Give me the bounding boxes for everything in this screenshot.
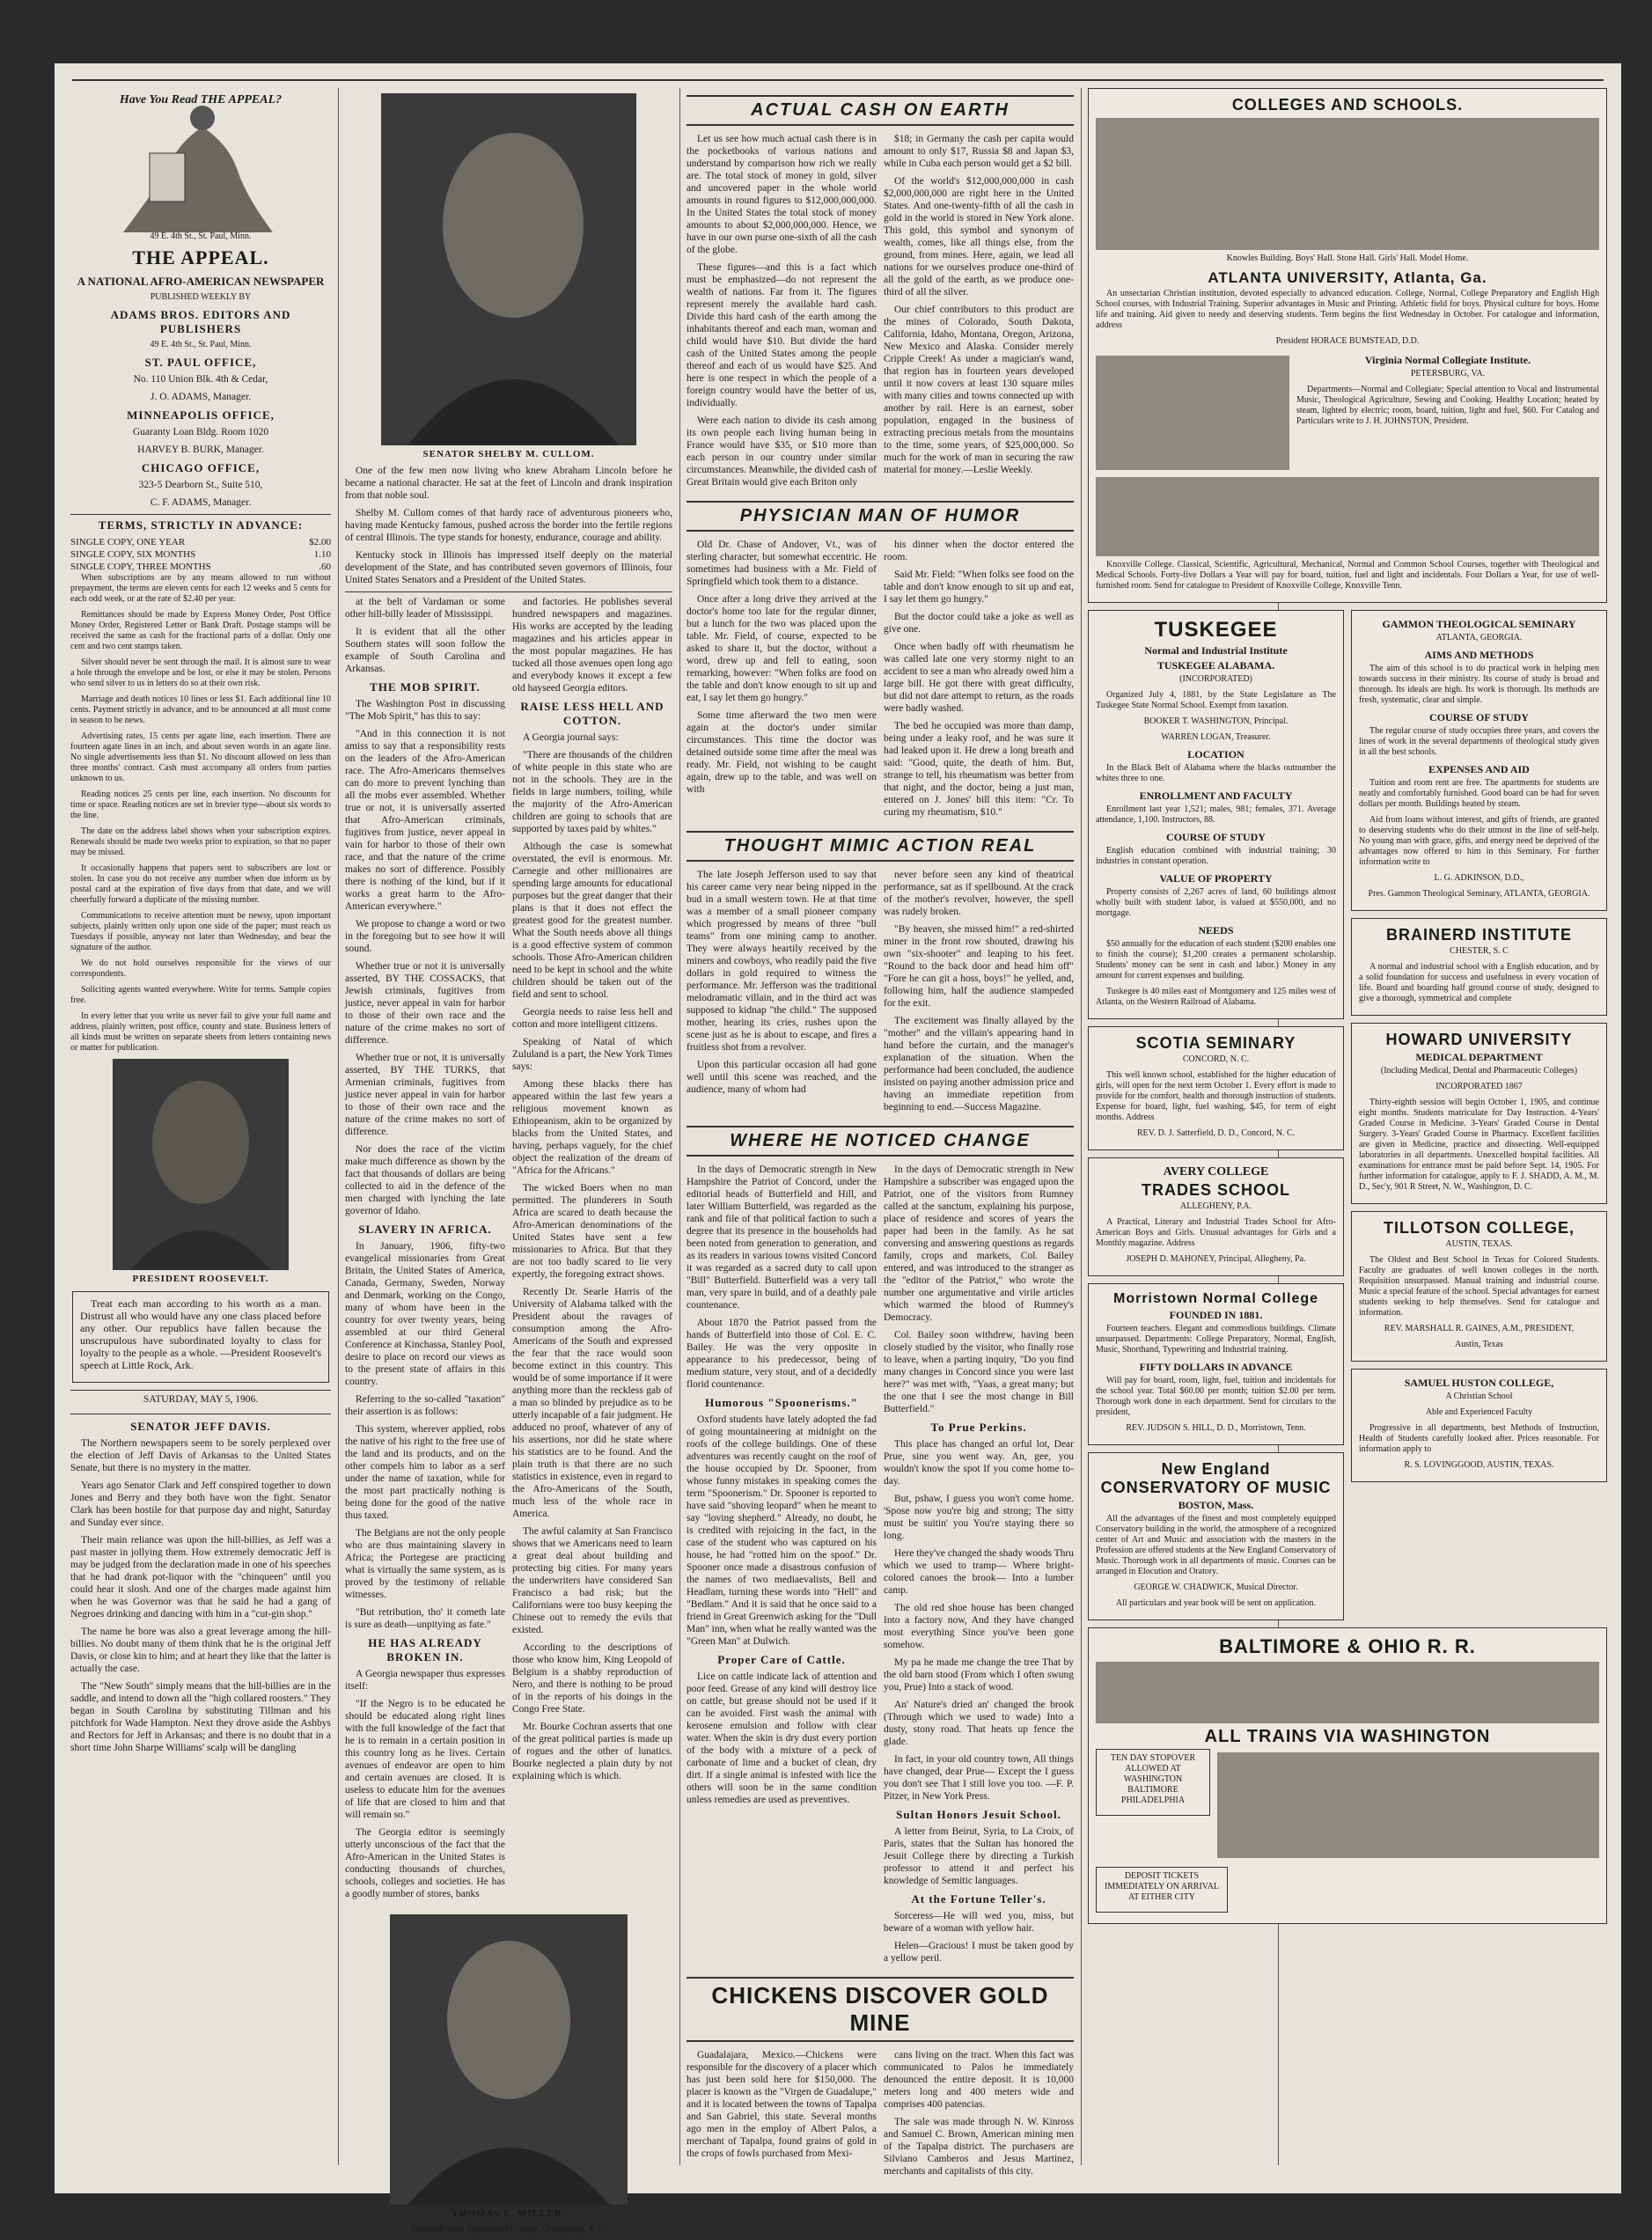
paragraph: "By heaven, she missed him!" a red-shirted miner in the front row shouted, drawing his own "six-shooter" and leaping to his feet. "Round to the back door and head him off" "Fore he can git a hoss, boys!" he yelled, and, following him, half the audience stampeded for the exit.	[884, 924, 1074, 1009]
cash-subcolumns	[686, 133, 1074, 494]
avery-ad	[1088, 1157, 1344, 1276]
travelers-illustration-icon	[1217, 1752, 1599, 1858]
deposit-sign	[1096, 1867, 1228, 1913]
paragraph: his dinner when the doctor entered the room.	[884, 540, 1074, 562]
paragraph: Georgia needs to raise less hell and cotton and more intelligent citizens.	[512, 1007, 672, 1030]
verse: The old red shoe house has been changed Into a factory now, And they have changed most everything Since you've been gone somehow.	[884, 1603, 1074, 1650]
tuskegee-sub: Normal and Industrial Institute	[1144, 644, 1288, 657]
huston-text: Progressive in all departments, best Methods of Instruction, Health of Students carefully looked after. Prices reasonable. For information apply to	[1359, 1423, 1599, 1454]
roosevelt-quote: Treat each man according to his worth as a man. Distrust all who would have any one class placed before any other. Our republics have fallen because the unscrupulous have subordinated loyalty to class for loyalty to the people as a whole. —President Roosevelt's speech at Little Rock, Ark.	[80, 1297, 321, 1371]
huston-ad	[1351, 1369, 1607, 1482]
course-head: COURSE OF STUDY	[1166, 831, 1266, 843]
logo-text: Have You Read THE APPEAL?	[119, 93, 283, 106]
communications-note: Communications to receive attention must be newsy, upon important subjects, plainly written only upon one side of the paper; must reach us Tuesdays if possible, anyway not later than Wednesday, and bear the signature of the author.	[70, 911, 331, 952]
change-headline: WHERE HE NOTICED CHANGE	[686, 1126, 1074, 1157]
scotia-text: This well known school, established for the higher education of girls, will open for the next term October 1. Every effort is made to provide for the comfort, health and thorough instruction of students. Expense for board, light, fuel washing, $45, for term of eight months. Address	[1096, 1070, 1336, 1122]
tillotson-ad	[1351, 1211, 1607, 1362]
paragraph: In the days of Democratic strength in New Hampshire the Patriot of Concord, under the editorial heads of Butterfield and Hill, and later William Butterfield, was regarded as the rank and file of that political faction to such a degree that its presence in the households had been noted from generation to generation, and as its readers in various towns visited Concord it was regarded as a sacred duty to call upon "Bill" Butterfield. Butterfield was a very tall man, very spare in build, and of a deathly pale countenance.	[686, 1164, 877, 1311]
mpls-office-head: MINNEAPOLIS OFFICE,	[127, 408, 275, 422]
atlanta-president: President HORACE BUMSTEAD, D.D.	[1275, 336, 1420, 346]
davis-paragraph: The "New South" simply means that the hill-billies are in the saddle, and intend to down all the "high collared roosters." They began in South Carolina by substituting Tillman and his pitchfork for Wade Hampton. Next they drove aside the Ashbys and Rectors for Jeff in Arkansas; and there is no doubt that in a short time John Sharpe Williams' scalp will be dangling	[70, 1681, 331, 1753]
howard-head: HOWARD UNIVERSITY	[1385, 1031, 1573, 1048]
value-text: Property consists of 2,267 acres of land, 60 buildings almost wholly built with student labor, is valued at $550,000, and no mortgage.	[1096, 887, 1336, 918]
occasion-note: It occasionally happens that papers sent to subscribers are lost or stolen. In case you do not receive any number when due inform us by postal card at the expiration of five days from that date, and we will cheerfully forward a duplicate of the missing number.	[70, 863, 331, 905]
paragraph: The excitement was finally allayed by the "mother" and the villain's appearing hand in hand before the curtain, and the manager's explanation of the situation. When the performance had been concluded, the audience insisted on paying another admission price and having an immediate repetition from beginning to end.—Success Magazine.	[884, 1016, 1074, 1113]
paragraph: In January, 1906, fifty-two evangelical missionaries from Great Britain, the United States of America, Canada, Germany, Sweden, Norway and Denmark, working on the Congo, many of whom have been in the country for over twenty years, being assembled at our third General Conference at Kinchassa, Stanley Pool, desire to place on record our views as to the present state of affairs in this country.	[345, 1241, 505, 1387]
morristown-text: Fourteen teachers. Elegant and commodious buildings. Climate unsurpassed. Departments: College Preparatory, Normal, English, Music, Shorthand, Typewriting and Industrial training.	[1096, 1324, 1336, 1355]
verse: My pa he made me change the tree That by the old barn stood (From which I often swung you, Prue) Into a stack of wood.	[884, 1657, 1074, 1693]
paragraph: $18; in Germany the cash per capita would amount to only $17, Russia $8 and Japan $3, while in Cuba each person would get a $2 bill.	[884, 134, 1074, 169]
column-divider	[338, 88, 339, 2165]
conservatory-director: GEORGE W. CHADWICK, Musical Director.	[1134, 1583, 1298, 1592]
paragraph: Among these blacks there has appeared within the last few years a religious movement known as Ethiopeanism, akin to be organized by blacks from the United States, and having, perhaps vaguely, for the chief object the realization of the dream of "Africa for the Africans."	[512, 1079, 672, 1176]
paragraph: at the belt of Vardaman or some other hill-billy leader of Mississippi.	[345, 597, 505, 620]
reading-note: Reading notices 25 cents per line, each insertion. No discounts for time or space. Reading notices are set in brevier type—about six words to the line.	[70, 790, 331, 820]
tuskegee-location: TUSKEGEE ALABAMA.	[1156, 659, 1275, 672]
gold-subcolumns	[686, 2049, 1074, 2183]
tillotson-text: The Oldest and Best School in Texas for Colored Students. Faculty are graduates of well known colleges in the north. Requisition unsurpassed. Manual training and industrial course. Music a special feature of the school. Special advantages for earnest students seeking to help themselves. Send for catalogue and information.	[1359, 1255, 1599, 1318]
morristown-president: REV. JUDSON S. HILL, D. D., Morristown, Tenn.	[1126, 1423, 1306, 1433]
paragraph: and factories. He publishes several hundred newspapers and magazines. His works are accepted by the leading magazines and his articles appear in the most popular magazines. He has tucked all those avenues open long ago and everybody knows it except a few old hayseed Georgia editors.	[512, 597, 672, 694]
paragraph: cans living on the tract. When this fact was communicated to Palos he immediately denounced the entire deposit. It is 10,000 meters long and 400 meters wide and comprises 400 patencias.	[884, 2050, 1074, 2110]
top-rule	[72, 79, 1604, 81]
portrait-icon	[390, 1914, 628, 2205]
chicago-office-head: CHICAGO OFFICE,	[141, 461, 261, 474]
paragraph: "There are thousands of the children of white people in this state who are not in the schools. They are in the fields in large numbers, toiling, while the majority of the Afro-American children are going to schools that are supported by taxes paid by whites."	[512, 750, 672, 834]
paragraph: The Washington Post in discussing "The Mob Spirit," has this to say:	[345, 699, 505, 722]
gold-headline: CHICKENS DISCOVER GOLD MINE	[686, 1977, 1074, 2042]
paragraph: Sorceress—He will wed you, miss, but beware of a woman with yellow hair.	[884, 1911, 1074, 1934]
location-text: In the Black Belt of Alabama where the blacks outnumber the whites three to one.	[1096, 763, 1336, 783]
huston-sub: A Christian School	[1445, 1392, 1513, 1401]
physician-subcolumns	[686, 539, 1074, 824]
paragraph: About 1870 the Patriot passed from the hands of Butterfield into those of Col. E. C. Bailey. He was the very opposite in appearance to his predecessor, being of medium stature, very stout, and of a decidedly florid countenance.	[686, 1318, 877, 1390]
tuskegee-ad	[1088, 610, 1344, 1019]
paragraph: Once when badly off with rheumatism he was called late one very stormy night to an accident to see a man who already owed him a large bill. He got there with great difficulty, but did not dare attempt to return, as the roads were badly washed.	[884, 642, 1074, 714]
enroll-head: ENROLLMENT AND FACULTY	[1139, 790, 1293, 802]
terms-head: TERMS, STRICTLY IN ADVANCE:	[70, 514, 331, 532]
davis-paragraph: The Northern newspapers seem to be sorely perplexed over the election of Jeff Davis of Arkansas to the United States Senate, but there is no mystery in the matter.	[70, 1438, 331, 1473]
slavery-head: SLAVERY IN AFRICA.	[358, 1223, 492, 1236]
verse: But, pshaw, I guess you won't come home. 'Spose now you're big and strong; The sitty must be suitin' you You're staying there so long.	[884, 1494, 1074, 1541]
morristown-ad	[1088, 1283, 1344, 1445]
date-note: The date on the address label shows when your subscription expires. Renewals should be made two weeks prior to expiration, so that no paper may be missed.	[70, 826, 331, 857]
paragraph: The Belgians are not the only people who are thus maintaining slavery in Africa; the Portegese are practicing what is virtually the same system, as is proved by the testimony of reliable witnesses.	[345, 1528, 505, 1600]
newspaper-page	[55, 63, 1621, 2234]
stpaul-office-mgr: J. O. ADAMS, Manager.	[150, 392, 252, 402]
davis-paragraph: Years ago Senator Clark and Jeff conspired together to down Jones and Berry and they both have won the fight. Senator Clark has been hostile for that purpose day and night, Saturday and Sunday ever since.	[70, 1480, 331, 1528]
verse: Here they've changed the shady woods Thru which we used to tramp— Where bright-colored canoes the brook— Into a lumber camp.	[884, 1548, 1074, 1596]
paragraph: In the days of Democratic strength in New Hampshire a subscriber was engaged upon the Patriot, one of the visitors from Rumney called at the sanctum, explaining his purpose, place of residence and scores of years the paper had been in the family. As he sat conversing and answering questions as regards family, crops and markets, Col. Bailey entered, and was introduced to the stranger as the "editor of the Patriot," who wrote the number one argumentative and virile articles which warmed the blood of Rumney's Democracy.	[884, 1164, 1074, 1323]
miller-caption: THOMAS E. MILLER.	[452, 2208, 566, 2219]
building-labels: Knowles Building. Boys' Hall. Stone Hall. Girls' Hall. Model Home.	[1226, 253, 1469, 263]
mimic-headline: THOUGHT MIMIC ACTION REAL	[686, 831, 1074, 862]
paragraph: Mr. Bourke Cochran asserts that one of the great political parties is made up of rogues and the other of lunatics. Bourke neglected a plain duty by not explaining which is which.	[512, 1722, 672, 1781]
paragraph: A letter from Beirut, Syria, to La Croix, of Paris, states that the Sultan has honored the Jesuit College there by directing a Turkish professor to attend it and perfect his knowledge of Semitic languages.	[884, 1826, 1074, 1886]
issue-date: SATURDAY, MAY 5, 1906.	[143, 1394, 259, 1405]
huston-sub2: Able and Experienced Faculty	[1425, 1407, 1533, 1417]
paragraph: Oxford students have lately adopted the fad of going mountaineering at midnight on the roofs of the college buildings. One of these adventures was recently caught on the roof of the house occupied by Dr. Spooner, from whose funny mistakes in speaking comes the term "Spoonerism." Dr. Spooner is reported to have said "shoving leopard" when he meant to say "loving shepherd." Already, no doubt, he is credited with rejoicing in the fact, in the case of the student who was captured on his house, he had "rotted him on the spoof." Dr. Spooner once made a disastrous confusion of the names of two mediaevalists, Bell and Headlam, turning these words into "Hell" and "Bedlam." And it is said that he once said to a friend in Great Greenwich asking for the "Dull Man" inn, when what he really wanted was the "Green Man" at Dulwich.	[686, 1414, 877, 1647]
enroll-text: Enrollment last year 1,521; males, 981; females, 371. Average attendance, 1,100. Instructors, 88.	[1096, 804, 1336, 825]
virginia-building-icon	[1096, 356, 1289, 470]
virginia-head: Virginia Normal Collegiate Institute.	[1364, 354, 1531, 366]
tuskegee-principal: BOOKER T. WASHINGTON, Principal.	[1143, 716, 1289, 726]
tillotson-head: TILLOTSON COLLEGE,	[1384, 1219, 1575, 1237]
logo-address: 49 E. 4th St., St. Paul, Minn.	[150, 231, 252, 241]
colleges-ad	[1088, 88, 1607, 603]
knoxville-illustration-icon	[1096, 477, 1599, 556]
railroad-map-icon	[1096, 1662, 1599, 1723]
bo-trains: ALL TRAINS VIA WASHINGTON	[1204, 1727, 1491, 1746]
editorial-column	[345, 88, 672, 2240]
avery-sub: TRADES SCHOOL	[1141, 1181, 1290, 1199]
paragraph: "And in this connection it is not amiss to say that a responsibility rests on the leaders of the Afro-American race. The Afro-Americans themselves can do more to prevent lynching than all the mobs ever assembled. Whether true or not, it is universally asserted that Afro-American criminals, fugitives from justice, never appeal in vain for harbor to those of their own race, and that the nature of the crime makes no sort of difference. Possibly there is nothing of the kind, but if it works a great harm to the Afro-American everywhere."	[345, 729, 505, 912]
gammon-text4: Aid from loans without interest, and gifts of friends, are granted to deserving students who do their utmost in the line of self-help. No young man with grace, gifts, and energy need be deprived of the advantages now offered to him in this Seminary. For further information write to	[1359, 815, 1599, 867]
stpaul-office-addr: No. 110 Union Blk. 4th & Cedar,	[133, 374, 268, 385]
roosevelt-portrait	[113, 1059, 289, 1270]
logo-illustration-icon	[97, 92, 305, 241]
subcolumn-left	[345, 596, 505, 1906]
conservatory-text: All the advantages of the finest and most completely equipped Conservatory building in the world, the atmosphere of a recognized center of Art and Music and association with the masters in the Profession are offered students at the New England Conservatory of Music. Thorough work in all departments of music. Courses can be arranged in Elocution and Oratory.	[1096, 1514, 1336, 1576]
paragraph: never before seen any kind of theatrical performance, sat as if spellbound. At the crack of the mother's revolver, however, the spell was rudely broken.	[884, 870, 1074, 917]
davis-paragraph: The name he bore was also a great leverage among the hill-billies. No doubt many of them think that he is the original Jeff Davis, or close kin to him; and at heart they like that the latter is actually the case.	[70, 1627, 331, 1674]
spoon-head: Humorous "Spoonerisms."	[705, 1396, 858, 1409]
responsibility-note: We do not hold ourselves responsible for the views of our correspondents.	[70, 958, 331, 979]
tuskegee-inc: (INCORPORATED)	[1179, 674, 1252, 684]
table-row: SINGLE COPY, THREE MONTHS .60	[70, 562, 331, 572]
bo-deposit: DEPOSIT TICKETS IMMEDIATELY ON ARRIVAL AT EITHER CITY	[1104, 1871, 1220, 1902]
hell-head: RAISE LESS HELL AND COTTON.	[520, 700, 664, 727]
tuskegee-footer: Tuskegee is 40 miles east of Montgomery and 125 miles west of Atlanta, on the Western Railroad of Alabama.	[1096, 987, 1336, 1007]
letters-note: In every letter that you write us never fail to give your full name and address, plainly written, post office, county and state. Business letters of all kinds must be written on separate sheets from letters containing news or matter for publication.	[70, 1011, 331, 1053]
howard-sub: MEDICAL DEPARTMENT	[1415, 1051, 1543, 1063]
miller-portrait	[390, 1914, 628, 2205]
gammon-text3: Tuition and room rent are free. The apartments for students are neatly and comfortably furnished. Good board can be had for seven dollars per month. Buildings heated by steam.	[1359, 778, 1599, 809]
verse: In fact, in your old country town, All things have changed, dear Prue— Except the I guess you don't see That I still love you too. —F. P. Pitzer, in New York Press.	[884, 1754, 1074, 1802]
gammon-president: L. G. ADKINSON, D.D.,	[1434, 873, 1524, 883]
change-subcolumns	[686, 1164, 1074, 1970]
bo-head: BALTIMORE & OHIO R. R.	[1219, 1635, 1476, 1657]
masthead-column	[70, 88, 331, 1759]
advertising-note: Advertising rates, 15 cents per agate line, each insertion. There are fourteen agate lines in an inch, and about seven words in an agate line. No single advertisements less than $1. No discount allowed on less than three months' contract. Cash must accompany all orders from parties unknown to us.	[70, 731, 331, 783]
paragraph: Of the world's $12,000,000,000 in cash $2,000,000,000 are right here in the United States. And one-twenty-fifth of all the cash in gold in the world is stored in New York alone. This gold, this symbol and synonym of wealth, comes, like all things else, from the ground, from mines. Here, again, we lead all nations for we ourselves produce one-third of all the gold of the earth, as we produce one-third of all the silver.	[884, 176, 1074, 297]
tuskegee-treasurer: WARREN LOGAN, Treasurer.	[1161, 732, 1271, 742]
dateline	[70, 1390, 331, 1414]
cullom-paragraph: Kentucky stock in Illinois has impressed itself deeply on the material development of the State, and has contributed seven governors of Illinois, four United States Senators and a President of the United States.	[345, 550, 672, 585]
paragraph: Once after a long drive they arrived at the doctor's home too late for the regular dinner, but a lunch for the two was placed upon the table. Mr. Field, of course, expected to be asked to share it, but the doctor, without a word, drew up and fell to eating, soon remarking, however: "When folks are food on the table and don't know enough to sit up and eat, I say let them go hungry."	[686, 594, 877, 703]
paragraph: This system, wherever applied, robs the native of his right to the free use of the land and its products, and on the other compels him to labor as a serf under the name of taxation, while for the most part practically nothing is being done for the good of the native thus taxed.	[345, 1424, 505, 1521]
cullom-caption: SENATOR SHELBY M. CULLOM.	[422, 449, 595, 459]
paragraph: A Georgia journal says:	[523, 732, 619, 743]
cattle-head: Proper Care of Cattle.	[717, 1653, 846, 1666]
marriage-note: Marriage and death notices 10 lines or less $1. Each additional line 10 cents. Payment strictly in advance, and to be announced at all must come in season to be news.	[70, 694, 331, 725]
physician-headline: PHYSICIAN MAN OF HUMOR	[686, 501, 1074, 532]
cullom-paragraph: One of the few men now living who knew Abraham Lincoln before he became a national character. He sat at the feet of Lincoln and drank inspiration from that noble soul.	[345, 466, 672, 501]
paragraph: But the doctor could take a joke as well as give one.	[884, 612, 1074, 635]
news-column	[686, 88, 1074, 2183]
brainerd-location: CHESTER, S. C	[1450, 946, 1509, 956]
publishers: ADAMS BROS. EDITORS AND PUBLISHERS	[110, 308, 291, 335]
howard-inc: INCORPORATED 1867	[1435, 1082, 1523, 1091]
howard-sub2: (Including Medical, Dental and Pharmaceutic Colleges)	[1380, 1066, 1578, 1076]
paragraph: A Georgia newspaper thus expresses itself:	[345, 1669, 505, 1692]
cullom-paragraph: Shelby M. Cullom comes of that hardy race of adventurous pioneers who, having made Kentucky famous, pushed across the border into the fertile regions of central Illinois. The type stands for honesty, endurance, courage and ability.	[345, 508, 672, 543]
atlanta-text: An unsectarian Christian institution, devoted especially to advanced education. College, Normal, College Preparatory and English High School courses, with Industrial Training. Superior advantages in Music and Printing. Athletic field for boys. Physical culture for boys. Home life and training. Aid given to needy and deserving students. Term begins the first Wednesday in October. For catalogue and information, address	[1096, 289, 1599, 330]
paragraph: Old Dr. Chase of Andover, Vt., was of sterling character, but somewhat eccentric. He sometimes had business with a Mr. Field of Springfield which took them to a distance.	[686, 540, 877, 587]
paragraph: Lice on cattle indicate lack of attention and poor feed. Grease of any kind will destroy lice on cattle, but grease should not be used if it can be avoided. First wash the animal with kerosene emulsion and follow with clear water. When the skin is dry dust every portion of the body with a mixture of a peck of carbonate of lime and a bucket of clean, dry dirt. If a single animal is infested with lice the others will soon be in the same condition unless remedies are used as preventives.	[686, 1671, 877, 1805]
davis-head: SENATOR JEFF DAVIS.	[130, 1420, 271, 1433]
paragraph: It is evident that all the other Southern states will soon follow the example of South Carolina and Arkansas.	[345, 627, 505, 674]
paragraph: According to the descriptions of those who know him, King Leopold of Belgium is a shabby reproduction of Nero, and there is nothing to be proud of in the reports of his doings in the Congo Free State.	[512, 1642, 672, 1715]
gammon-text2: The regular course of study occupies three years, and covers the lines of work in the several departments of theological study given in all the best schools.	[1359, 726, 1599, 757]
tillotson-president: REV. MARSHALL R. GAINES, A.M., PRESIDENT,	[1384, 1324, 1575, 1333]
paragraph: The Georgia editor is seemingly utterly unconscious of the fact that the Afro-American in the United States is conducting thousands of churches, schools, colleges and societies. He has a goodly number of stores, banks	[345, 1827, 505, 1899]
baltimore-ohio-ad	[1088, 1627, 1607, 1924]
morristown-text2: Will pay for board, room, light, fuel, tuition and incidentals for the school year. Total $60.00 per month; tuition $2.00 per term. Thorough work done in each department. Send for circulars to the president,	[1096, 1376, 1336, 1417]
teller-head: At the Fortune Teller's.	[911, 1892, 1046, 1906]
paragraph: Were each nation to divide its cash among its own people each living human being in France would have $35, or $10 more than each person in our country under similar circumstances. Meanwhile, the divided cash of Great Britain would give each Briton only	[686, 415, 877, 488]
portrait-icon	[113, 1059, 289, 1270]
scotia-ad	[1088, 1026, 1344, 1150]
scotia-head: SCOTIA SEMINARY	[1135, 1034, 1296, 1052]
gammon-course: COURSE OF STUDY	[1429, 711, 1529, 723]
paragraph: Speaking of Natal of which Zululand is a part, the New York Times says:	[512, 1037, 672, 1072]
morristown-head: Morristown Normal College	[1112, 1291, 1319, 1306]
bo-stopover: TEN DAY STOPOVER ALLOWED AT WASHINGTON BALTIMORE PHILADELPHIA	[1110, 1753, 1196, 1805]
campus-illustration-icon	[1096, 118, 1599, 250]
miller-subcaption: President State Agricultural College, Orangeburg, S. C.	[411, 2224, 606, 2234]
editorial-subcolumns	[345, 591, 672, 1906]
paragraph: The sale was made through N. W. Kinross and Samuel C. Brown, American mining men of the Tapalpa district. The purchasers are Silviano Camberos and Jesus Martinez, merchants and capitalists of this city.	[884, 2117, 1074, 2177]
gammon-aims: AIMS AND METHODS	[1424, 649, 1534, 661]
verse: This place has changed an orful lot, Dear Prue, sine you went way. An, gee, you wouldn't know the spot If you come home to-day.	[884, 1439, 1074, 1487]
subcolumn-right	[512, 596, 672, 1906]
published-line: PUBLISHED WEEKLY BY	[150, 292, 252, 302]
colleges-head: COLLEGES AND SCHOOLS.	[1231, 96, 1464, 114]
conservatory-location: BOSTON, Mass.	[1178, 1499, 1254, 1511]
tillotson-location: AUSTIN, TEXAS.	[1445, 1239, 1513, 1249]
table-row: SINGLE COPY, SIX MONTHS 1.10	[70, 549, 331, 560]
paragraph: "If the Negro is to be educated he should be educated along right lines with the full knowledge of the fact that he is to remain in a certain position in this country long as he lives. Certain avenues of endeavor are open to him and certain avenues are closed. It is useless to educate him for the avenues of life that are closed to him and that will remain so."	[345, 1699, 505, 1820]
gammon-text: The aim of this school is to do practical work in helping men towards success in their ministry. Its course of study is broad and thorough. Its ideals are high. Its work is thorough. Its methods are fresh, systematic, clear and simple.	[1359, 664, 1599, 705]
mpls-office-mgr: HARVEY B. BURK, Manager.	[137, 444, 264, 455]
paragraph: Let us see how much actual cash there is in the pocketbooks of various nations and understand by comparison how rich we really are. The total stock of money in gold, silver and uncovered paper in the whole world amounts in round figures to $12,000,000,000. In the United States the total stock of money amounts to about $2,000,000,000. Hence, we have in our own purse one-sixth of all the cash of the globe.	[686, 134, 877, 255]
brainerd-head: BRAINERD INSTITUTE	[1386, 926, 1572, 944]
gammon-expenses: EXPENSES AND AID	[1428, 763, 1530, 775]
appeal-logo	[97, 92, 305, 241]
paragraph: The awful calamity at San Francisco shows that we Americans need to learn a great deal about building and protecting big cities. For many years the underwriters have considered San Francisco a bad risk; but the Californians were too busy keeping the Chinese out to remedy the evils that existed.	[512, 1526, 672, 1635]
paragraph: Whether true or not, it is universally asserted, BY THE TURKS, that Armenian criminals, fugitives from justice never appeal in vain for harbor to those of their own race and the nature of the crime makes no sort of difference.	[345, 1053, 505, 1137]
paragraph: Guadalajara, Mexico.—Chickens were responsible for the discovery of a placer which has just been sold here for $150,000. The placer is known as the "Virgen de Guadalupe," and it is located between the towns of Tapalpa and San Gabriel, this state. Several months ago men in the employ of Albert Palos, a merchant of Tapalpa, found grains of gold in the crops of fowls purchased from Mexi-	[686, 2050, 877, 2159]
portrait-icon	[381, 93, 636, 445]
atlanta-head: ATLANTA UNIVERSITY, Atlanta, Ga.	[1208, 269, 1487, 286]
paragraph: The wicked Boers when no man permitted. The plunderers in South Africa are scared to death because the Afro-American denominations of the United States have sent a few missionaries to Africa. But that they are not too badly scared to lie very expertly, the foregoing extract shows.	[512, 1183, 672, 1280]
table-row: SINGLE COPY, ONE YEAR $2.00	[70, 537, 331, 547]
brainerd-ad	[1351, 918, 1607, 1016]
howard-ad	[1351, 1023, 1607, 1204]
paragraph: Upon this particular occasion all had gone well until this scene was reached, and the audience, many of whom had	[686, 1060, 877, 1095]
virginia-location: PETERSBURG, VA.	[1410, 369, 1486, 378]
sultan-head: Sultan Honors Jesuit School.	[896, 1808, 1061, 1821]
broken-head: HE HAS ALREADY BROKEN IN.	[368, 1636, 482, 1663]
agents-note: Soliciting agents wanted everywhere. Write for terms. Sample copies free.	[70, 985, 331, 1005]
avery-text: A Practical, Literary and Industrial Trades School for Afro-American Boys and Girls. Unusual advantages for Girls and a Monthly magazine. Address	[1096, 1217, 1336, 1248]
location-head: LOCATION	[1187, 748, 1245, 760]
conservatory-footer: All particulars and year book will be sent on application.	[1115, 1598, 1317, 1608]
publisher-address: 49 E. 4th St., St. Paul, Minn.	[150, 340, 252, 349]
paragraph: Col. Bailey soon withdrew, having been closely studied by the visitor, who finally rose to leave, when a parting inquiry, "Do you find many changes in Concord since you were last here?" was met with, "Yaas, a great many; but the one that I see the most change in Bill Butterfield."	[884, 1330, 1074, 1414]
mimic-subcolumns	[686, 869, 1074, 1119]
tuskegee-org: Organized July 4, 1881, by the State Legislature as The Tuskegee State Normal School. Exempt from taxation.	[1096, 690, 1336, 710]
chicago-office-addr: 323-5 Dearborn St., Suite 510,	[138, 480, 263, 490]
chicago-office-mgr: C. F. ADAMS, Manager.	[150, 497, 252, 508]
paragraph: Some time afterward the two men were again at the doctor's under similar circumstances. This time the doctor was detained outside some time after the meal was ready. Mr. Field, not wishing to be caught again, drew up to the table, and was well on with	[686, 710, 877, 795]
terms-table	[70, 536, 331, 573]
paragraph: Recently Dr. Searle Harris of the University of Alabama talked with the President about the ravages of consumption among the Afro-Americans of the South and expressed the fear that the race would soon become extinct in this country. This would be of some importance if it were anything more than the reckless gab of a man so blinded by prejudice as to be utterly incapable of a fair judgment. He adduced no proof, whatever of any of his assertions, nor did he state where his statistics are to be found. And the plain truth is that there are no such statistics in existence, even in regard to the Afro-Americans of the South, much less of the whole race in America.	[512, 1287, 672, 1519]
value-head: VALUE OF PROPERTY	[1159, 872, 1273, 885]
morristown-founded: FOUNDED IN 1881.	[1169, 1309, 1263, 1321]
paper-subtitle: A NATIONAL AFRO-AMERICAN NEWSPAPER	[77, 275, 325, 288]
column-divider	[679, 88, 680, 2165]
needs-head: NEEDS	[1198, 924, 1234, 936]
virginia-text: Departments—Normal and Collegiate; Special attention to Vocal and Instrumental Music, Theological Agriculture, Sewing and Cooking. Healthy Location; heated by steam, lighted by electric; room, board, tuition, light and fuel, $60. For Catalog and Particulars write to J. H. JOHNSTON, President.	[1296, 385, 1599, 426]
paragraph: Said Mr. Field: "When folks see food on the table and don't know enough to sit up and eat, I say let them go hungry."	[884, 569, 1074, 605]
stpaul-office-head: ST. PAUL OFFICE,	[144, 356, 257, 369]
paragraph: Although the case is somewhat overstated, the evil is enormous. Mr. Carnegie and other millionaires are spending large amounts for educational purposes but the great danger that their plans is that it does not effect the greatest good for the greatest number. What the South needs above all things is a good effective system of common schools. Those Afro-American children need to be kept in school and the white children should be taken out of the field and sent to school.	[512, 841, 672, 1000]
remittance-note: Remittances should be made by Express Money Order, Post Office Money Order, Registered Letter or Bank Draft. Postage stamps will be received the same as cash for the fractional parts of a dollar. Only one cent and two cent stamps taken.	[70, 610, 331, 651]
paragraph: We propose to change a word or two in the foregoing but to see how it will sound.	[345, 919, 505, 954]
silver-note: Silver should never be sent through the mail. It is almost sure to wear a hole through the envelope and be lost, or else it may be stolen. Persons who send silver to us in letters do so at their own risk.	[70, 657, 331, 688]
roosevelt-quote-box	[72, 1291, 329, 1383]
paragraph: Nor does the race of the victim make much difference as shown by the fact that thousands of dollars are being collected to aid in the defence of the men charged with lynching the late governor of Idaho.	[345, 1144, 505, 1216]
gammon-head: GAMMON THEOLOGICAL SEMINARY	[1382, 618, 1576, 630]
paragraph: The late Joseph Jefferson used to say that his career came very near being nipped in the bud in a small western town. He at that time was a member of a small pioneer company which progressed by means of three "bull teams" from one mining camp to another. They were always heartily received by the miners and cowboys, who readily paid the five dollars in gold required to witness the performance. Mr. Jefferson was the traditional melodramatic villain, and in the third act was supposed to kidnap "the child." The supposed mother, hearing its cries, rushes upon the scene just as he is about to escape, and fires a fruitless shot from a revolver.	[686, 870, 877, 1053]
scotia-address: REV. D. J. Satterfield, D. D., Concord, N. C.	[1136, 1128, 1296, 1138]
course-text: English education combined with industrial training; 30 industries in constant operation.	[1096, 846, 1336, 866]
paper-title: THE APPEAL.	[132, 246, 269, 268]
mob-head: THE MOB SPIRIT.	[370, 680, 481, 694]
perkins-head: To Prue Perkins.	[930, 1421, 1027, 1434]
terms-note: When subscriptions are by any means allowed to run without prepayment, the terms are eleven cents for each 12 weeks and 5 cents for each odd week, or at the rate of $2.40 per year.	[70, 573, 331, 604]
gammon-ad	[1351, 610, 1607, 911]
avery-address: JOSEPH D. MAHONEY, Principal, Allegheny, Pa.	[1126, 1254, 1306, 1264]
paragraph: Our chief contributors to this product are the mines of Colorado, South Dakota, California, Idaho, Montana, Oregon, Arizona, New Mexico and Alaska. Consider merely Cripple Creek! As under a magician's wand, that region has in fourteen years developed until it now covers at least 130 square miles with many cities and towns connected up with another by rail. Here is an earnest, sober population, engaged in the business of extracting precious metals from the mountains to the time, some years, of $25,000,000. So much for the work of man in securing the raw material for money.—Leslie Weekly.	[884, 305, 1074, 475]
morristown-fifty: FIFTY DOLLARS IN ADVANCE	[1139, 1361, 1293, 1373]
paragraph: These figures—and this is a fact which must be emphasized—do not represent the wealth of nations. Far from it. The figures represent merely the available hard cash. Divide this hard cash of the earth among the inhabitants thereof and each man, woman and child would have $10. But divide the hard cash of the United States among the people thereof and each of us would have $25. And here is one respect in which the people of a foreign country would have the better of us, individually.	[686, 262, 877, 408]
needs-text: $50 annually for the education of each student ($200 enables one to finish the course); $1,200 creates a permanent scholarship. Students' money can be sent in cash and labor.) Money in any amount for current expenses and building.	[1096, 939, 1336, 980]
paragraph: Whether true or not it is universally asserted, BY THE COSSACKS, that Jewish criminals, fugitives from justice, never appeal in vain for harbor to those of their own race and the nature of the crime makes no sort of difference.	[345, 961, 505, 1046]
howard-text: Thirty-eighth session will begin October 1, 1905, and continue eight months. Students matriculate for Day Instruction. 4-Years' Graded Course in Medicine. 3-Years' Graded Course in Dental Surgery. 3-Years' Graded Course in Pharmacy. Excellent facilities are given in Medicine, practice and dissecting. Well-equipped laboratories in all departments. Unexcelled hospital facilities. All examinations for entrance must be paid before Sept. 14, 1905. For further information for catalogue, apply to F. J. SHADD, A. M., M. D., Sec'y, 901 R Street, N. W., Washington, D. C.	[1359, 1098, 1599, 1192]
paragraph: Referring to the so-called "taxation" their assertion is as follows:	[345, 1394, 505, 1417]
brainerd-text: A normal and industrial school with a English education, and by a solid foundation for success and usefulness in every vocation of life. Board and boarding half ground course of study, designed to give a thorough, symmetrical and complete	[1359, 962, 1599, 1003]
ads-subcolumns	[1088, 610, 1607, 1627]
tillotson-location2: Austin, Texas	[1455, 1340, 1503, 1349]
verse: An' Nature's dried an' changed the brook (Through which we used to wade) Into a dusty, stony road. That heats up fence the glade.	[884, 1700, 1074, 1747]
tuskegee-head: TUSKEGEE	[1154, 618, 1278, 642]
ads-column	[1088, 88, 1607, 1931]
mpls-office-addr: Guaranty Loan Bldg. Room 1020	[132, 427, 269, 437]
cullom-portrait	[381, 93, 636, 445]
avery-location: ALLEGHENY, P.A.	[1180, 1201, 1252, 1211]
conservatory-head: New England CONSERVATORY OF MUSIC	[1100, 1460, 1332, 1496]
avery-head: AVERY COLLEGE	[1163, 1165, 1269, 1179]
knoxville-text: Knoxville College. Classical, Scientific, Agricultural, Mechanical, Normal and Common School Courses, together with Theological and Medical Schools. Forty-five Dollars a Year will pay for board, tuition, fuel and light and incidentals. Four Dollars a Year, for use of well-furnished room. Send for catalogue to President of Knoxville College, Knoxville Tenn.	[1096, 560, 1599, 591]
paragraph: The bed he occupied was more than damp, being under a leaky roof, and he was sure it had leaked upon it. He drew a long breath and said: "Good, quite, the death of him. But, strange to tell, his rheumatism was better from that night, and the doctor, being a just man, entered on J. Jones' bill this item: "Cr. To curing my rheumatism, $10."	[884, 721, 1074, 818]
cash-headline: ACTUAL CASH ON EARTH	[686, 95, 1074, 126]
gammon-president2: Pres. Gammon Theological Seminary, ATLANTA, GEORGIA.	[1368, 889, 1590, 899]
paragraph: Helen—Gracious! I must be taken good by a yellow peril.	[884, 1941, 1074, 1964]
huston-president: R. S. LOVINGGOOD, AUSTIN, TEXAS.	[1404, 1460, 1554, 1470]
conservatory-ad	[1088, 1452, 1344, 1620]
gammon-location: ATLANTA, GEORGIA.	[1435, 633, 1523, 643]
roosevelt-caption: PRESIDENT ROOSEVELT.	[132, 1274, 269, 1284]
column-divider	[1081, 88, 1082, 2165]
davis-paragraph: Their main reliance was upon the hill-billies, as Jeff was a past master in jollying them. How extremely democratic Jeff is may be judged from the declaration made in one of his speeches that he had drank pot-liquor with the "chinqueen" until you could hear it slosh. And one of the charges made against him when he was Governor was that he said he had a gang of Negroes drinking and dancing with him in a "cut-gin shop."	[70, 1535, 331, 1619]
huston-head: SAMUEL HUSTON COLLEGE,	[1404, 1377, 1554, 1389]
paragraph: "But retribution, tho' it cometh late is sure as death—unpitying as fate."	[345, 1607, 505, 1630]
scotia-location: CONCORD, N. C.	[1182, 1054, 1250, 1064]
stopover-sign	[1096, 1749, 1210, 1816]
